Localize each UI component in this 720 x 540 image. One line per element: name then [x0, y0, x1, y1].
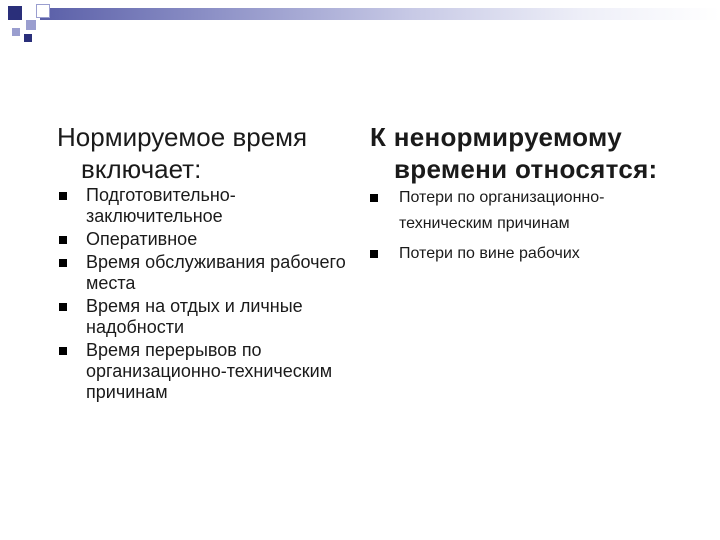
list-item-text: Оперативное: [86, 229, 198, 249]
list-item: [57, 296, 357, 338]
header-gradient-bar: [40, 8, 720, 20]
square-bullet-icon: [370, 194, 378, 202]
list-item: [57, 229, 357, 250]
normed-time-column: [57, 121, 357, 405]
square-bullet-icon: [59, 192, 67, 200]
list-item: [57, 340, 357, 403]
square-bullet-icon: [370, 250, 378, 258]
decor-square: [26, 20, 36, 30]
normed-time-heading: Нормируемое время включает:: [57, 122, 308, 184]
non-normed-time-column: [370, 121, 670, 271]
decor-square: [8, 6, 22, 20]
list-item: [370, 185, 670, 237]
list-item-text: Время на отдых и личные надобности: [86, 296, 303, 337]
decor-square: [24, 34, 32, 42]
non-normed-time-list: [370, 185, 670, 267]
square-bullet-icon: [59, 259, 67, 267]
list-item-text: Потери по вине рабочих: [399, 245, 580, 262]
list-item: [57, 185, 357, 227]
decor-square: [36, 4, 50, 18]
header-decoration: [0, 0, 720, 44]
square-bullet-icon: [59, 236, 67, 244]
non-normed-time-heading: К ненормируемому времени относятся:: [370, 122, 658, 184]
list-item: [57, 252, 357, 294]
square-bullet-icon: [59, 303, 67, 311]
list-item-text: Потери по организационно-техническим причинам: [399, 189, 605, 232]
list-item-text: Подготовительно-заключительное: [86, 185, 236, 226]
list-item: [370, 241, 670, 267]
decor-square: [12, 28, 20, 36]
normed-time-list: [57, 185, 357, 403]
square-bullet-icon: [59, 347, 67, 355]
list-item-text: Время обслуживания рабочего места: [86, 252, 346, 293]
list-item-text: Время перерывов по организационно-техническим причинам: [86, 340, 333, 402]
